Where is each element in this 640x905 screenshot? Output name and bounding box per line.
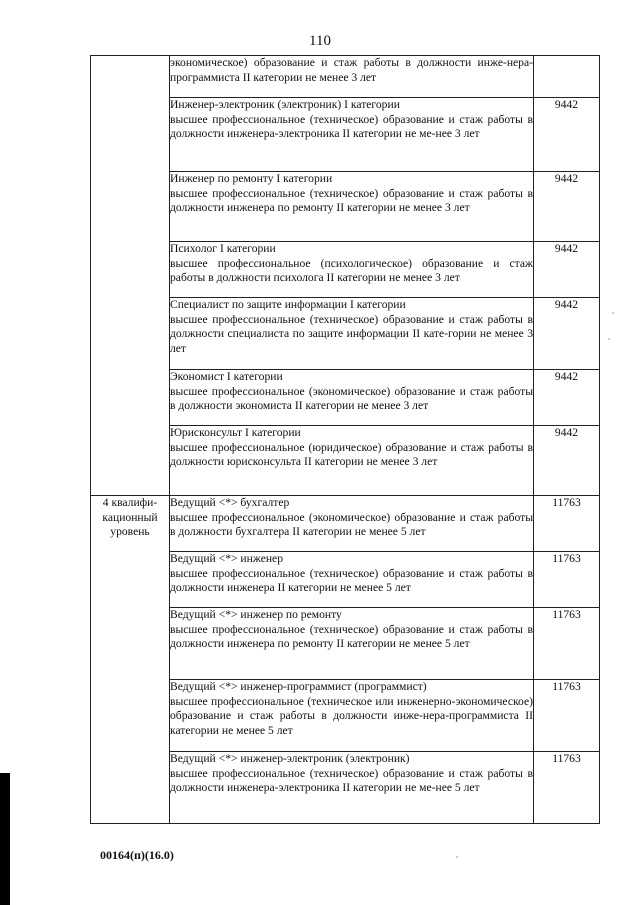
salary-value: 11763 [534, 552, 600, 608]
qualification-level-cell [91, 56, 170, 496]
scan-speck [612, 312, 614, 314]
position-requirements: высшее профессиональное (техническое или инженерно-экономическое) образование и стаж работы в должности инже-нера-программиста II категории не менее 5 лет [170, 694, 533, 737]
position-requirements: высшее профессиональное (техническое) образование и стаж работы в должности инженера-электроника II категории не ме-нее 3 лет [170, 112, 533, 141]
salary-value: 11763 [534, 680, 600, 752]
position-requirements: высшее профессиональное (техническое) образование и стаж работы в должности инженера по ремонту II категории не менее 5 лет [170, 622, 533, 651]
salary-value: 9442 [534, 370, 600, 426]
position-description [170, 242, 534, 298]
position-description [170, 98, 534, 172]
position-requirements: высшее профессиональное (техническое) образование и стаж работы в должности специалиста по защите информации II кате-гории не менее 3 лет [170, 312, 533, 355]
position-description [170, 608, 534, 680]
position-title: Инженер по ремонту I категории [170, 172, 333, 185]
position-description [170, 56, 534, 98]
qualification-level-label: 4 квалифи-кационный уровень [102, 496, 158, 539]
position-description [170, 552, 534, 608]
position-title: Ведущий <*> инженер-программист (программист) [170, 680, 427, 693]
position-requirements: экономическое) образование и стаж работы в должности инже-нера-программиста II категории не менее 3 лет [170, 56, 533, 84]
salary-value: 9442 [534, 298, 600, 370]
salary-value: 11763 [534, 496, 600, 552]
position-description [170, 680, 534, 752]
document-code: 00164(п)(16.0) [100, 848, 174, 862]
scan-speck [608, 338, 610, 340]
position-requirements: высшее профессиональное (психологическое) образование и стаж работы в должности психолога II категории не менее 3 лет [170, 256, 533, 285]
position-requirements: высшее профессиональное (юридическое) образование и стаж работы в должности юрисконсульта II категории не менее 3 лет [170, 440, 533, 469]
salary-value [534, 56, 600, 98]
position-description [170, 752, 534, 824]
position-title: Инженер-электроник (электроник) I категории [170, 98, 400, 111]
position-requirements: высшее профессиональное (техническое) образование и стаж работы в должности инженера-электроника II категории не ме-нее 5 лет [170, 766, 533, 795]
salary-value: 9442 [534, 98, 600, 172]
position-title: Экономист I категории [170, 370, 283, 383]
salary-value: 11763 [534, 608, 600, 680]
position-requirements: высшее профессиональное (экономическое) образование и стаж работы в должности экономиста II категории не менее 3 лет [170, 384, 533, 413]
qualification-level-cell [91, 496, 170, 824]
position-description [170, 370, 534, 426]
salary-value: 11763 [534, 752, 600, 824]
position-title: Юрисконсульт I категории [170, 426, 301, 439]
position-title: Ведущий <*> бухгалтер [170, 496, 290, 509]
position-description [170, 426, 534, 496]
position-title: Ведущий <*> инженер-электроник (электроник) [170, 752, 410, 765]
position-requirements: высшее профессиональное (техническое) образование и стаж работы в должности инженера II категории не менее 5 лет [170, 566, 533, 595]
table-row [91, 56, 600, 98]
salary-value: 9442 [534, 426, 600, 496]
position-title: Ведущий <*> инженер [170, 552, 283, 565]
qualification-table [90, 55, 600, 824]
salary-value: 9442 [534, 172, 600, 242]
scan-speck [456, 856, 458, 858]
scan-edge-mark [0, 773, 10, 905]
position-description [170, 496, 534, 552]
table-row [91, 496, 600, 552]
position-requirements: высшее профессиональное (техническое) образование и стаж работы в должности инженера по ремонту II категории не менее 3 лет [170, 186, 533, 215]
position-description [170, 172, 534, 242]
salary-value: 9442 [534, 242, 600, 298]
position-requirements: высшее профессиональное (экономическое) образование и стаж работы в должности бухгалтера II категории не менее 5 лет [170, 510, 533, 539]
position-title: Специалист по защите информации I категории [170, 298, 406, 311]
position-title: Психолог I категории [170, 242, 276, 255]
position-description [170, 298, 534, 370]
page-number: 110 [309, 33, 331, 49]
position-title: Ведущий <*> инженер по ремонту [170, 608, 342, 621]
